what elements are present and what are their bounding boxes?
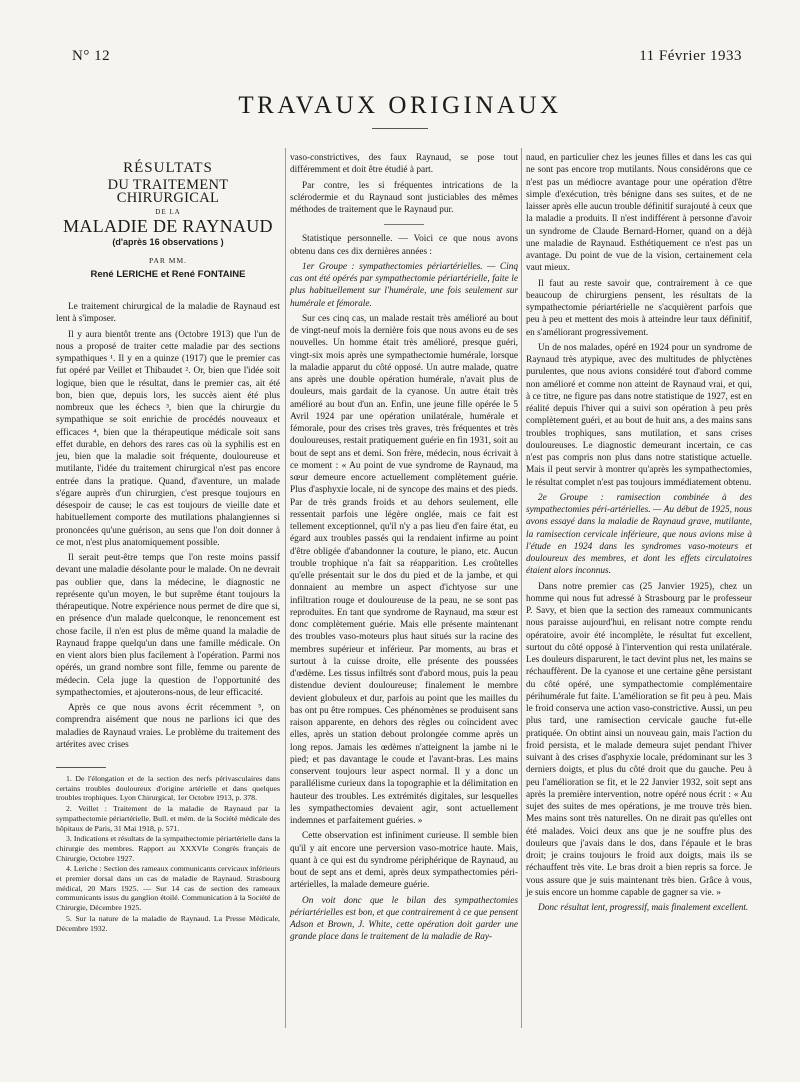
title-rule [372,128,428,129]
article-header [56,162,280,281]
paragraph: Après ce que nous avons écrit récemment ⁵, on comprendra aisément que nous ne parlions ici que des maladies de Raynaud vraies. Le problème du traitement des artérites avec crises [56,703,280,750]
article-title-line2: DU TRAITEMENT CHIRURGICAL [107,177,229,206]
article-title-line1: RÉSULTATS [123,160,213,176]
paragraph-groupe-1: 1er Groupe : sympathectomies périartérielles. — Cinq cas ont été opérés par sympathectomie périartérielle, faite le plus habituellement sur l'humérale, une fois seulement sur humérale et fémorale. [290,261,518,309]
article-authors: René LERICHE et René FONTAINE [90,268,246,280]
footnote: 3. Indications et résultats de la sympathectomie périartérielle dans la chirurgie des membres. Rapport au XXXVIe Congrès français de Chirurgie, Octobre 1927. [56,834,280,863]
column-3 [526,152,752,917]
paragraph: Dans notre premier cas (25 Janvier 1925), chez un homme qui nous fut adressé à Strasbourg par le professeur P. Savy, et bien que la section des rameaux communicants nous paraisse aujourd'hui, en relisant notre compte rendu opératoire, avoir été incomplète, le résultat fut excellent, surtout du côté opposé à l'intervention qui resta unilatérale. Les douleurs disparurent, le tact devint plus net, les mains se réchauffèrent. De la cyanose et une certaine gêne persistant du côté opéré, une sympathectomie complémentaire périhumérale fut faite. L'amélioration se fit peu à peu. Mais le froid conserva une action vaso-constrictive. Aussi, un peu plus tard, une ramisection cervicale gauche fut-elle pratiquée. On obtint ainsi un nouveau gain, mais l'action du froid persista, et le malade demeura sujet pendant l'hiver suivant à des crises d'asphyxie locale, prédominant sur les 3 derniers doigts, et plus du côté droit que du gauche. Peu à peu l'amélioration se fit, et le 22 Janvier 1932, soit sept ans après la première intervention, notre opéré nous écrit : « Au sujet des suites de mes opérations, je me trouve très bien. Mes mains sont très naturelles. On ne dirait pas qu'elles ont été malades. Voici deux ans que je ne souffre plus des douleurs que j'avais dans le dos, dans l'épaule et le bras droit; je crains toujours le froid aux doigts, mais ils se réchauffent très vite. Le bras droit a bien repris sa force. Je vous assure que je suis maintenant très bien. Grâce à vous, je suis encore un homme capable de gagner sa vie. » [526,581,752,898]
article-title-line3: DE LA [155,207,181,216]
article-title-line4: MALADIE DE RAYNAUD [63,216,273,236]
column-1 [56,152,280,934]
paragraph: Le traitement chirurgical de la maladie de Raynaud est lent à s'imposer. [56,302,280,325]
issue-number: N° 12 [72,48,111,64]
paragraph: Il serait peut-être temps que l'on reste moins passif devant une maladie désolante pour le malade. On ne devrait pas oublier que, dans la médecine, le diagnostic ne représente qu'un moyen, le but suprême étant toujours la thérapeutique. Notre expérience nous permet de dire que si, en présence d'un malade quelconque, le renoncement est chose facile, il n'en est plus de même quand la maladie de Raynaud frappe quelqu'un dans une famille médicale. On en vient alors bien plus facilement à l'opération. Parmi nos opérés, un grand nombre sont fille, femme ou parente de médecin. Cela juge la question de l'opportunité des sympathectomies, et ajouterons-nous, de leur efficacité. [56,553,280,698]
paragraph: Sur ces cinq cas, un malade restait très amélioré au bout de vingt-neuf mois la dernière fois que nous avons eu de ses nouvelles. Un homme était très amélioré, presque guéri, vingt-six mois après une sympathectomie humérale, lorsque la maladie apparut du côté opposé. Un autre malade, quatre ans après une double opération humérale, n'avait plus de douleurs, mais gardait de la cyanose. Un autre était très amélioré au bout d'un an. Enfin, une jeune fille opérée le 5 Avril 1924 par une opération unilatérale, humérale et fémorale, pour des crises très graves, très fréquentes et très douloureuses, restait pratiquement guérie en fin 1931, soit au bout de sept ans et demi. Son frère, médecin, nous écrivait à ce moment : « Au point de vue syndrome de Raynaud, ma sœur demeure encore actuellement complètement guérie. Plus d'asphyxie locale, ni de syncope des mains et des pieds. Par de très grands froids et au dehors seulement, elle ressentait parfois une légère onglée, mais ce fait est tellement exceptionnel, qu'il n'y a pas lieu d'en faire état, eu égard aux troubles passés qui la rendaient infirme au point d'être obligée d'abandonner la couture, le piano, etc. Aucun trouble trophique n'a fait sa réapparition. Les croûtelles qu'elle présentait sur le dos du pied et de la jambe, et qui donnaient au membre un aspect d'ichtyose sur une infiltration rouge et douloureuse de la peau, ne se sont pas reproduites. En tant que syndrome de Raynaud, ma sœur est donc complètement guérie. Mais elle présente maintenant des troubles vaso-moteurs plus haut situés sur la racine des membres supérieur et inférieur. Par moments, au bras et surtout à la cuisse droite, elle présente des poussées d'œdème. Les tissus infiltrés sont d'abord mous, puis la peau distendue devient douloureuse; finalement le membre devient globuleux et dur, parfois au point que les mailles du bas ont pu être rompues. Ces phénomènes se produisent sans raison apparente, en dehors des règles ou coïncident avec elles, après un station debout prolongée comme après un long repos. Jamais les œdèmes n'atteignent la jambe ni le pied; et pas davantage le coude et l'avant-bras. Les mains conservent toujours leur aspect normal. Il y a donc un parallélisme curieux dans la topographie et la délimitation en hauteur des troubles. Les extrémités digitales, sur lesquelles les sympathectomies devaient agir, sont actuellement indemnes et parfaitement guéries. » [290,313,518,826]
footnote-separator [56,767,106,768]
section-title: TRAVAUX ORIGINAUX [238,92,562,119]
column-2 [290,152,518,947]
paragraph: vaso-constrictives, des faux Raynaud, se pose tout différemment et doit être étudié à part. [290,153,518,176]
footnote: 1. De l'élongation et de la section des nerfs périvasculaires dans certains troubles douloureux d'origine artérielle et dans quelques troubles trophiques. Lyon Chirurgical, 1er Octobre 1913, p. 378. [56,774,280,803]
footnotes [56,774,280,933]
paragraph: Cette observation est infiniment curieuse. Il semble bien qu'il y ait encore une perversion vaso-motrice haute. Mais, quant à ce qui est du syndrome périphérique de Raynaud, au bout de sept ans et demi, après deux sympathectomies péri-artérielles, la malade demeure guérie. [290,831,518,891]
article-subtitle: (d'après 16 observations ) [112,237,224,248]
footnote: 4. Leriche : Section des rameaux communicants cervicaux inférieurs et premier dorsal dans un cas de maladie de Raynaud. Strasbourg médical, 20 Mars 1925. — Sur 14 cas de section des rameaux communicants issus du ganglion étoilé. Communication à la Société de Chirurgie, Décembre 1925. [56,864,280,913]
paragraph: Il y aura bientôt trente ans (Octobre 1913) que l'un de nous a proposé de traiter cette maladie par des sections sympathiques ¹. Il y en a quinze (1917) que le premier cas fut opéré par Veillet et Thibaudet ². Or, bien que l'idée soit logique, bien que le résultat, dans le premier cas, ait été bon, bien que, depuis lors, les succès aient été plus nombreux que les échecs ³, bien que la chirurgie du sympathique se soit enrichie de procédés nouveaux et efficaces ⁴, bien que la thérapeutique médicale soit sans effet durable, en dehors des rares cas où la syphilis est en jeu, bien que la maladie soit fréquente, douloureuse et mutilante, l'idée du traitement chirurgical n'est pas encore entrée dans la pratique. Quand, d'aventure, un malade s'égare auprès d'un chirurgien, c'est presque toujours en désespoir de cause; le cas est toujours de vieille date et habituellement comporte des mutilations phalangiennes si prononcées qu'une guérison, au sens que l'on doit donner à ce mot, n'est plus anatomiquement possible. [56,329,280,548]
paragraph-groupe-2: 2e Groupe : ramisection combinée à des sympathectomies péri-artérielles. — Au début de 1925, nous avons essayé dans la maladie de Raynaud grave, mutilante, la ramisection cervicale inférieure, que nous avions mise à l'étude en 1924 dans les syndromes vaso-moteurs et douloureux des membres, et dont les effets circulatoires étaient alors inconnus. [526,492,752,577]
section-rule [384,224,424,225]
paragraph: Un de nos malades, opéré en 1924 pour un syndrome de Raynaud très atypique, avec des multitudes de phlyctènes purulentes, que nous avions considéré tout d'abord comme non amélioré et comme non atteint de Raynaud vrai, et qui, à ce titre, ne figure pas dans notre statistique de 1927, est en réalité depuis l'hiver qui a suivi son opération à peu près complètement guéri, et au bout de huit ans, a des mains sans troubles trophiques, sans mutilation, et sans crises douloureuses. Le diagnostic demeurant incertain, ce cas n'est pas compris non plus dans notre statistique actuelle. Mais il peut servir à montrer qu'après les sympathectomies, le résultat complet n'est pas toujours immédiatement obtenu. [526,342,752,488]
paragraph: Il faut au reste savoir que, contrairement à ce que beaucoup de chirurgiens pensent, les résultats de la sympathectomie périartérielle ne s'acquièrent parfois que peu à peu et mettent des mois à atteindre leur taux définitif, en s'améliorant progressivement. [526,278,752,338]
paragraph: naud, en particulier chez les jeunes filles et dans les cas qui ne sont pas encore trop mutilants. Nous considérons que ce n'est pas un médiocre avantage pour une opération d'être simple d'exécution, très bénigne dans ses suites, et de ne laisser après elle aucun trouble définitif surajouté à ceux que la maladie a produits. Il n'est indifférent à personne d'avoir un syndrome de Claude Bernard-Horner, quand on a déjà une maladie de Raynaud. Esthétiquement ce n'est pas un avantage. Du point de vue de la vision, certainement cela vaut mieux. [526,153,752,274]
paragraph-statistique: Statistique personnelle. — Voici ce que nous avons obtenu dans ces dix dernières années : [290,234,518,257]
paragraph-conclusion: Donc résultat lent, progressif, mais finalement excellent. [538,903,749,913]
footnote: 2. Veillet : Traitement de la maladie de Raynaud par la sympathectomie périartérielle. Bull. et mém. de la Société médicale des hôpitaux de Paris, 31 Mai 1918, p. 571. [56,804,280,833]
column-divider-right [521,148,522,1028]
column-divider-left [285,148,286,1028]
paragraph: On voit donc que le bilan des sympathectomies périartérielles est bon, et que contrairement à ce que pensent Adson et Brown, J. White, cette opération doit garder une grande place dans le traitement de la maladie de Ray- [290,895,518,943]
paragraph: Par contre, les si fréquentes intrications de la sclérodermie et du Raynaud sont justiciables des mêmes méthodes de traitement que le Raynaud pur. [290,180,518,215]
issue-date: 11 Février 1933 [639,48,742,64]
footnote: 5. Sur la nature de la maladie de Raynaud. La Presse Médicale, Décembre 1932. [56,913,280,933]
article-par: PAR MM. [149,255,187,265]
